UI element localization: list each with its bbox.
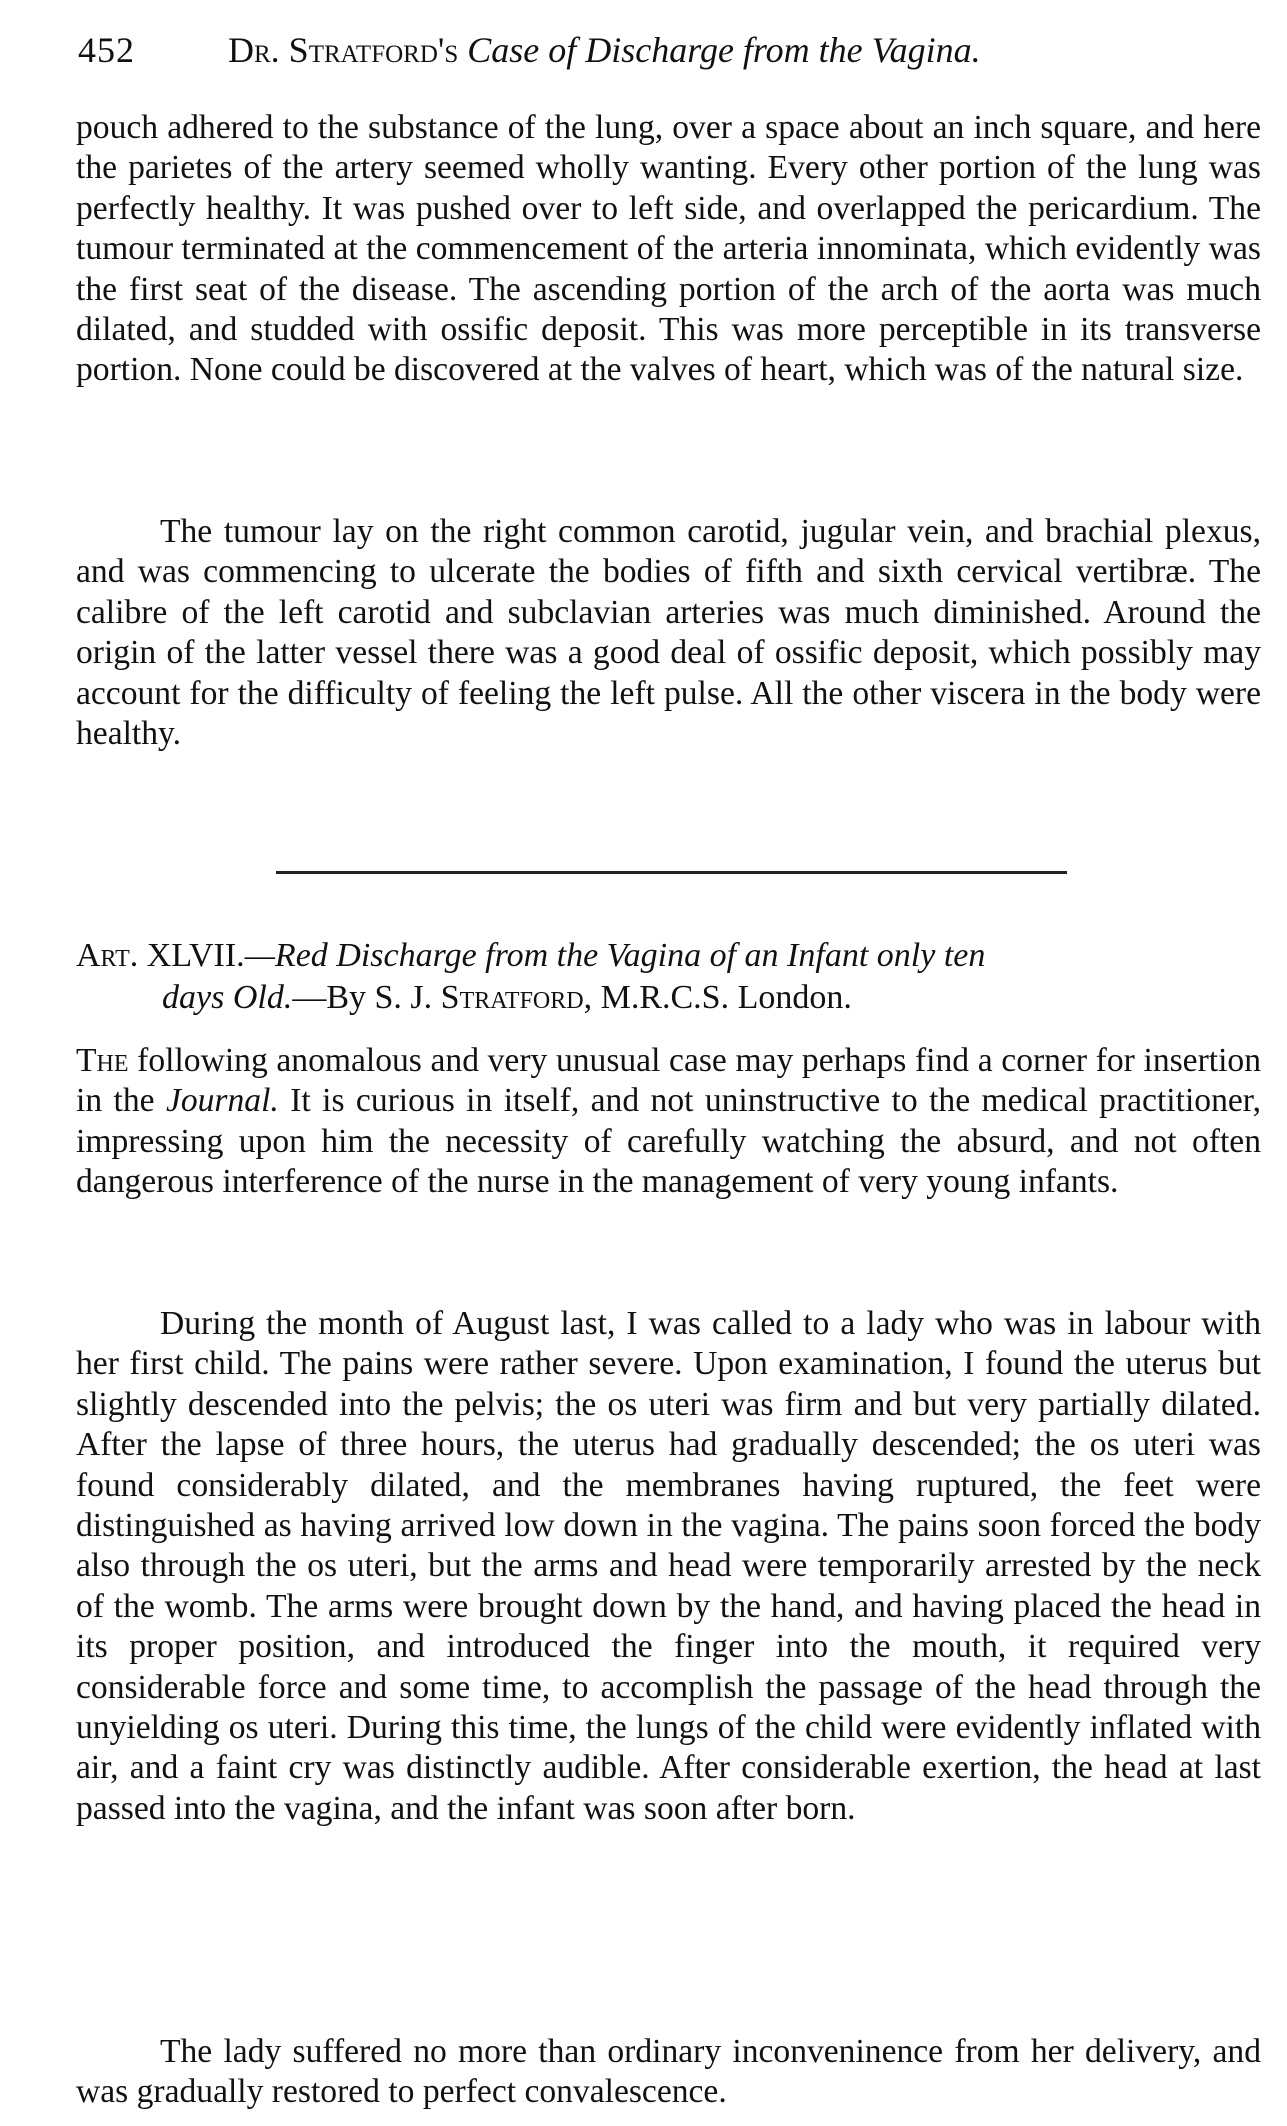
paragraph-intro <box>76 1041 1261 1203</box>
article-by: —By <box>292 979 375 1016</box>
article-label: Art. XLVII. <box>76 937 245 974</box>
paragraph-text: During the month of August last, I was called to a lady who was in labour with her first child. The pains were rather severe. Upon examination, I found the uterus but slightly descended into the pelvis; the os uteri was firm and but very partially dilated. After the lapse of three hours, the uterus had gradually descended; the os uteri was found considerably dilated, and the membranes having ruptured, the feet were distinguished as having arrived low down in the vagina. The pains soon forced the body also through the os uteri, but the arms and head were temporarily arrested by the neck of the womb. The arms were brought down by the hand, and having placed the head in its proper position, and introduced the finger into the mouth, it required very considerable force and some time, to accomplish the passage of the head through the unyielding os uteri. During this time, the lungs of the child were evidently inflated with air, and a faint cry was distinctly audible. After considerable exertion, the head at last passed into the vagina, and the infant was soon after born. <box>76 1305 1261 1827</box>
paragraph-tumour <box>76 512 1261 754</box>
paragraph-recovery <box>76 2032 1261 2113</box>
running-header <box>78 22 1258 78</box>
article-title-line1: —Red Discharge from the Vagina of an Infant only ten <box>244 937 986 974</box>
header-title: Case of Discharge from the Vagina. <box>467 30 981 70</box>
header-author: Dr. Stratford's <box>228 30 459 70</box>
journal-title: Journal. <box>165 1082 279 1120</box>
paragraph-text: The tumour lay on the right common carotid, jugular vein, and brachial plexus, and was commencing to ulcerate the bodies of fifth and sixth cervical vertibræ. The calibre of the left carotid and subclavian arteries was much diminished. Around the origin of the latter vessel there was a good deal of ossific deposit, which possibly may account for the difficulty of feeling the left pulse. All the other viscera in the body were healthy. <box>76 513 1261 753</box>
paragraph-text: pouch adhered to the substance of the lung, over a space about an inch square, and here the parietes of the artery seemed wholly wanting. Every other portion of the lung was perfectly healthy. It was pushed over to left side, and overlapped the pericardium. The tumour terminated at the commencement of the arteria innominata, which evidently was the first seat of the disease. The ascending portion of the arch of the aorta was much dilated, and studded with ossific deposit. This was more perceptible in its transverse portion. None could be discovered at the valves of heart, which was of the natural size. <box>76 109 1261 389</box>
paragraph-case <box>76 1304 1261 1829</box>
article-author: S. J. Stratford <box>374 979 584 1016</box>
text-run: It is curious in itself, and not uninstructive to the medical practitioner, impressing upon him the necessity of carefully watching the absurd, and not often dangerous interference of the nurse in the management of very young infants. <box>76 1082 1261 1201</box>
article-heading <box>76 935 1261 1019</box>
text-run: following anomalous and very unusual case may perhaps find a corner for insertion in the <box>76 1042 1261 1120</box>
article-degrees: , M.R.C.S. London. <box>583 979 852 1016</box>
section-divider <box>276 871 1067 874</box>
paragraph-text: The lady suffered no more than ordinary inconveninence from her delivery, and was gradually restored to perfect convalescence. <box>76 2033 1261 2111</box>
paragraph-text <box>76 1041 1261 1203</box>
page-number: 452 <box>78 30 135 70</box>
article-title-line2: days Old. <box>162 979 293 1016</box>
paragraph-continued <box>76 108 1261 391</box>
article-heading-line2 <box>76 977 1261 1019</box>
lead-word: The <box>76 1042 129 1079</box>
